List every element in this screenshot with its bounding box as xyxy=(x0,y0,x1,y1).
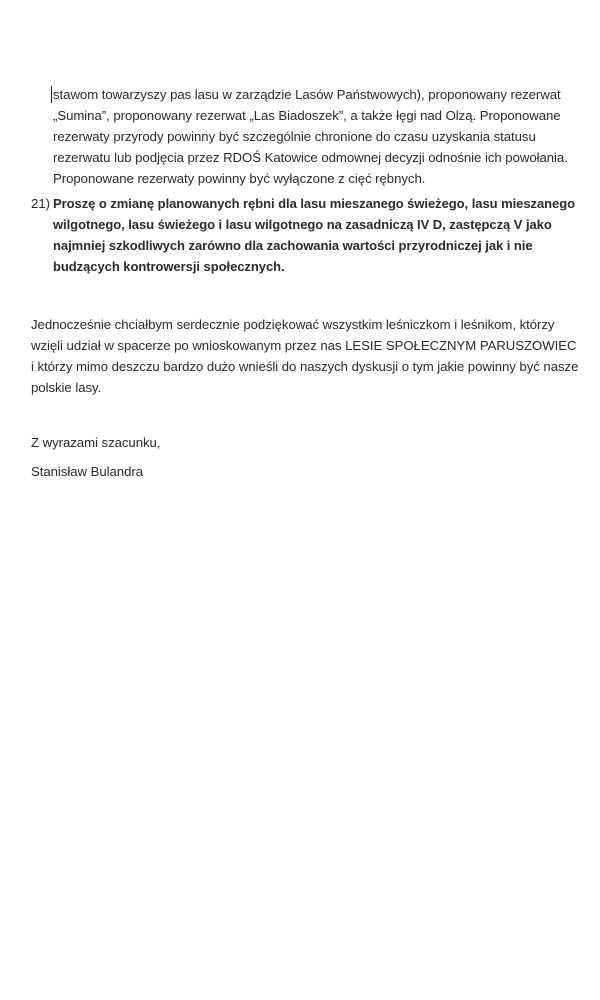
thanks-line: i którzy mimo deszczu bardzo dużo wnieśli do naszych dyskusji o tym jakie powinny być nasze xyxy=(31,359,579,374)
paragraph-line: stawom towarzyszy pas lasu w zarządzie Lasów Państwowych), proponowany rezerwat xyxy=(53,87,561,102)
text-cursor xyxy=(51,86,52,103)
thanks-line: polskie lasy. xyxy=(31,380,102,395)
paragraph-line: rezerwatu lub podjęcia przez RDOŚ Katowice odmownej decyzji odnośnie ich powołania. xyxy=(53,150,568,165)
list-item-line: najmniej szkodliwych zarówno dla zachowania wartości przyrodniczej jak i nie xyxy=(53,238,533,253)
paragraph-line: Proponowane rezerwaty powinny być wyłączone z cięć rębnych. xyxy=(53,171,426,186)
thanks-line: Jednocześnie chciałbym serdecznie podziękować wszystkim leśniczkom i leśnikom, którzy xyxy=(31,317,555,332)
paragraph-line: „Sumina”, proponowany rezerwat „Las Biadoszek”, a także łęgi nad Olzą. Proponowane xyxy=(53,108,561,123)
thanks-line: wzięli udział w spacerze po wnioskowanym przez nas LESIE SPOŁECZNYM PARUSZOWIEC xyxy=(31,338,577,353)
list-item-line: wilgotnego, lasu świeżego i lasu wilgotnego na zasadniczą IV D, zastępczą V jako xyxy=(53,217,552,232)
closing-text: Z wyrazami szacunku, xyxy=(31,435,161,450)
list-item-number: 21) xyxy=(31,196,51,211)
signature-name: Stanisław Bulandra xyxy=(31,464,143,479)
list-item-line: Proszę o zmianę planowanych rębni dla lasu mieszanego świeżego, lasu mieszanego xyxy=(53,196,575,211)
paragraph-line: rezerwaty przyrody powinny być szczególnie chronione do czasu uzyskania statusu xyxy=(53,129,536,144)
list-item-line: budzących kontrowersji społecznych. xyxy=(53,259,285,274)
